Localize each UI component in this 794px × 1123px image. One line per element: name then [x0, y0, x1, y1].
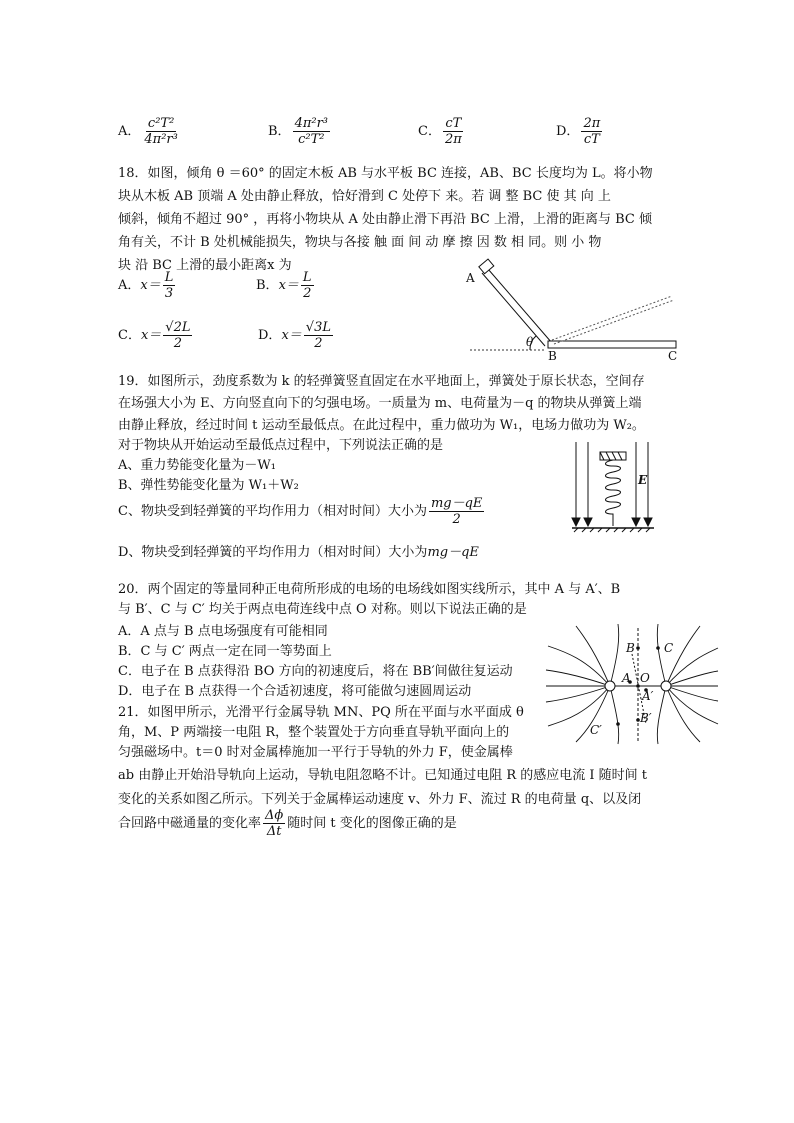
- q19-spring-figure: [568, 440, 658, 535]
- q18-line-4: 角有关，不计 B 处机械能损失，物块与各接 触 面 间 动 摩 擦 因 数 相 同。则 小 物: [118, 235, 602, 250]
- q17-option-a: A． $\frac{\text{c²T²}}{\text{4π²r³}}$: [118, 116, 178, 147]
- q19-line-3: 由静止释放，经过时间 t 运动至最低点。在此过程中，重力做功为 W₁，电场力做功为 W₂。: [118, 418, 645, 433]
- q21-line-3: 匀强磁场中。t＝0 时对金属棒施加一平行于导轨的外力 F，使金属棒: [118, 745, 513, 760]
- q19-line-2: 在场强大小为 E、方向竖直向下的匀强电场。一质量为 m、电荷量为－q 的物块从弹簧上端: [118, 396, 642, 411]
- q20-line-1: 20．两个固定的等量同种正电荷所形成的电场的电场线如图实线所示，其中 A 与 A′、B: [118, 582, 621, 597]
- q18-label-theta: θ: [526, 335, 534, 349]
- q18-line-5: 块 沿 BC 上滑的最小距离x 为: [118, 258, 292, 273]
- q20-option-d: D．电子在 B 点获得一个合适初速度，将可能做匀速圆周运动: [118, 684, 472, 699]
- q18-option-d: D．x＝ $\frac{√3L}{2}$: [258, 320, 331, 351]
- q18-line-1: 18．如图，倾角 θ ＝60° 的固定木板 AB 与水平板 BC 连接，AB、BC 长度均为 L。将小物: [118, 166, 653, 181]
- q20-label-c-prime: C′: [590, 723, 602, 737]
- q18-line-3: 倾斜，倾角不超过 90° ，再将小物块从 A 处由静止滑下再沿 BC 上滑，上滑的距离与 BC 倾: [118, 212, 652, 227]
- q18-line-2: 块从木板 AB 顶端 A 处由静止释放，恰好滑到 C 处停下 来。若 调 整 BC 使 其 向 上: [118, 189, 611, 204]
- q17-option-c: C． $\frac{cT}{2\pi}$: [418, 116, 462, 147]
- q20-option-b: B．C 与 C′ 两点一定在同一等势面上: [118, 644, 332, 659]
- q18-label-c: C: [668, 349, 678, 363]
- q20-option-a: A．A 点与 B 点电场强度有可能相同: [118, 624, 328, 639]
- q19-label-e: E: [638, 473, 648, 487]
- q20-label-b-prime: B′: [640, 711, 652, 725]
- q18-label-a: A: [466, 271, 475, 285]
- q20-label-a-prime: A′: [642, 689, 654, 703]
- q21-line-4: ab 由静止开始沿导轨向上运动，导轨电阻忽略不计。已知通过电阻 R 的感应电流 I 随时间 t: [118, 768, 648, 783]
- q17-option-d: D． $\frac{2\pi}{cT}$: [556, 116, 601, 147]
- q20-option-c: C．电子在 B 点获得沿 BO 方向的初速度后，将在 BB′间做往复运动: [118, 664, 513, 679]
- q21-line-1: 21．如图甲所示，光滑平行金属导轨 MN、PQ 所在平面与水平面成 θ: [118, 705, 524, 720]
- q20-label-b: B: [626, 641, 635, 655]
- q20-label-c: C: [664, 641, 674, 655]
- q19-option-a: A、重力势能变化量为－W₁: [118, 458, 276, 473]
- q18-option-a: A．x＝ $\frac{L}{3}$: [118, 270, 174, 301]
- q19-line-1: 19．如图所示，劲度系数为 k 的轻弹簧竖直固定在水平地面上，弹簧处于原长状态，空间存: [118, 374, 645, 389]
- q19-option-d: D、物块受到轻弹簧的平均作用力（相对时间）大小为mg－qE: [118, 545, 479, 560]
- q18-incline-figure: [460, 258, 680, 366]
- q21-line-6: 合回路中磁通量的变化率 $\frac{\Delta\phi}{\Delta t}$ 随时间 t 变化的图像正确的是: [118, 808, 457, 839]
- q18-label-b: B: [548, 349, 557, 363]
- q21-line-5: 变化的关系如图乙所示。下列关于金属棒运动速度 v、外力 F、流过 R 的电荷量 q、以及闭: [118, 792, 642, 807]
- q20-label-a: A: [622, 671, 631, 685]
- q20-label-o: O: [640, 671, 650, 685]
- q18-option-b: B．x＝ $\frac{L}{2}$: [256, 270, 312, 301]
- q19-option-c: C、物块受到轻弹簧的平均作用力（相对时间）大小为 $\frac{mg-qE}{2}$: [118, 496, 483, 527]
- q19-line-4: 对于物块从开始运动至最低点过程中，下列说法正确的是: [118, 438, 444, 453]
- q20-line-2: 与 B′、C 与 C′ 均关于两点电荷连线中点 O 对称。则以下说法正确的是: [118, 602, 527, 617]
- q18-option-c: C．x＝ $\frac{√2L}{2}$: [118, 320, 191, 351]
- q19-option-b: B、弹性势能变化量为 W₁＋W₂: [118, 478, 299, 493]
- q21-line-2: 角，M、P 两端接一电阻 R，整个装置处于方向垂直导轨平面向上的: [118, 725, 510, 740]
- q20-field-lines-figure: [546, 624, 718, 744]
- q17-option-b: B． $\frac{\text{4π²r³}}{\text{c²T²}}$: [268, 116, 329, 147]
